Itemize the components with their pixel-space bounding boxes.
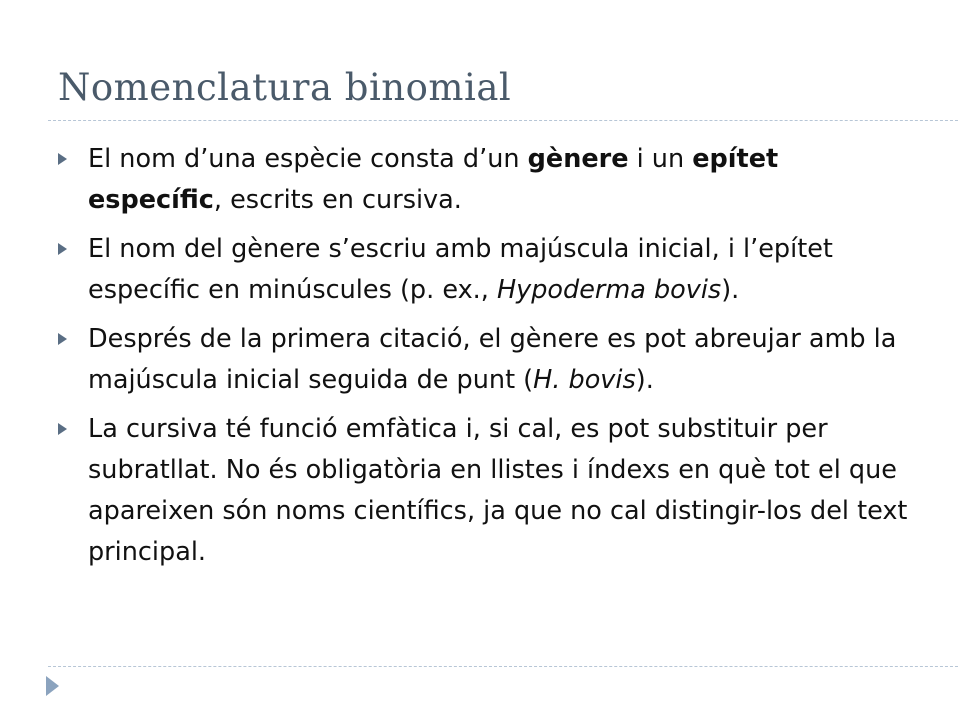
bullet-text: [88, 144, 778, 215]
footer-divider: [48, 666, 960, 667]
slide-title: Nomenclatura binomial: [58, 66, 512, 109]
text-run-italic: Hypoderma bovis: [496, 275, 722, 305]
text-run-italic: H. bovis: [533, 365, 636, 395]
text-run: , escrits en cursiva.: [213, 185, 462, 215]
text-run-bold: epítet específic: [88, 144, 779, 215]
text-run: El nom del gènere s’escriu amb majúscula inicial, i l’epítet específic en minúscules (p. ex.,: [88, 234, 833, 305]
bullet-item: [58, 229, 908, 311]
text-run: i un: [628, 144, 693, 174]
bullet-item: [58, 319, 908, 401]
triangle-bullet-icon: [58, 243, 67, 255]
text-run: ).: [721, 275, 740, 305]
triangle-bullet-icon: [58, 153, 67, 165]
text-run: ).: [635, 365, 654, 395]
triangle-bullet-icon: [58, 423, 67, 435]
text-run: Després de la primera citació, el gènere es pot abreujar amb la majúscula inicial seguida de punt (: [88, 324, 897, 395]
play-arrow-icon[interactable]: [46, 676, 59, 696]
triangle-bullet-icon: [58, 333, 67, 345]
bullet-text: [88, 324, 896, 395]
title-divider: [48, 120, 960, 121]
bullet-text: [88, 234, 833, 305]
text-run: La cursiva té funció emfàtica i, si cal, es pot substituir per subratllat. No és obligatòria en llistes i índexs en què tot el que apareixen són noms científics, ja que no cal distingir-los del text principal.: [88, 414, 908, 567]
bullet-list: [58, 139, 908, 581]
bullet-item: [58, 409, 908, 573]
bullet-text: [88, 414, 907, 567]
text-run-bold: gènere: [527, 144, 629, 174]
text-run: El nom d’una espècie consta d’un: [88, 144, 528, 174]
bullet-item: [58, 139, 908, 221]
